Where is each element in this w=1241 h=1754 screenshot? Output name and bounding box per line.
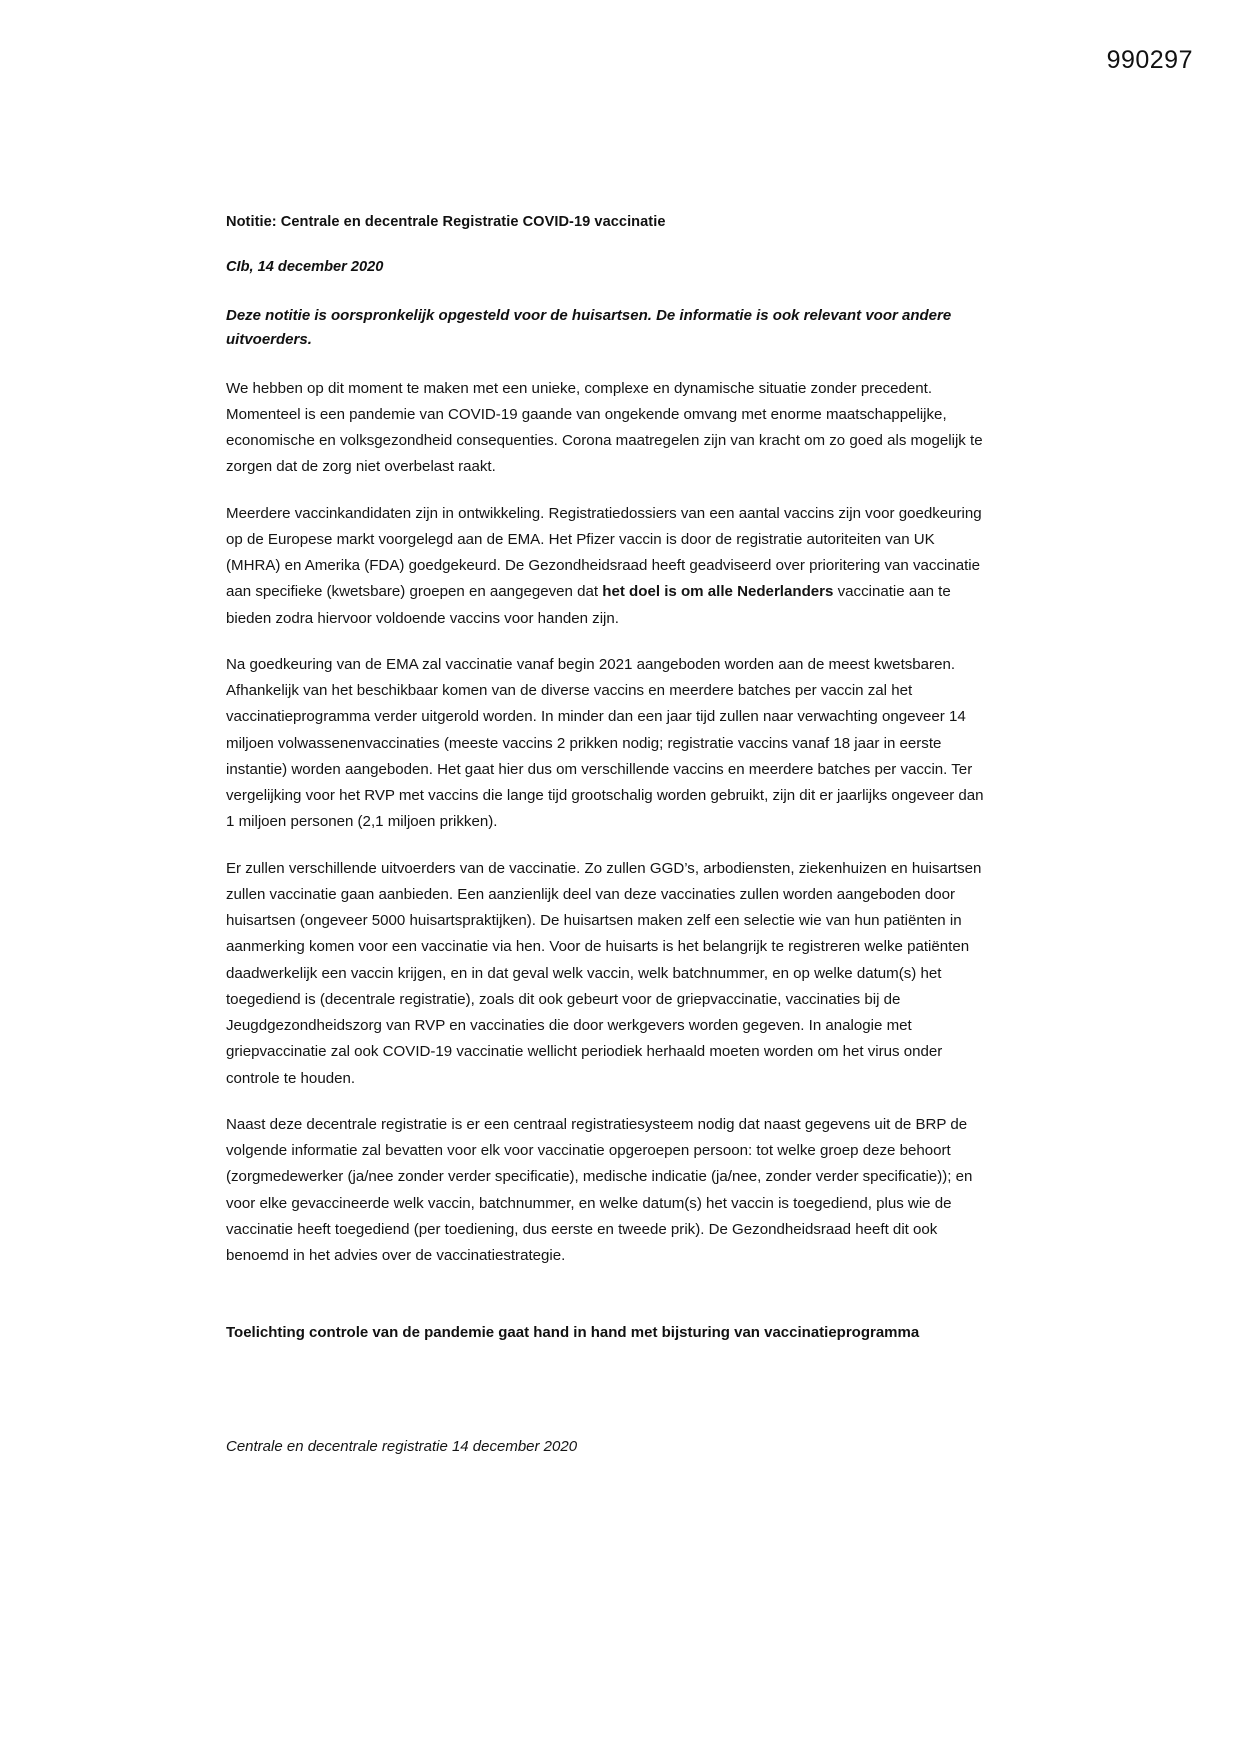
document-subtitle: CIb, 14 december 2020 [226,259,384,276]
paragraph-vaccine-candidates-part2: vaccinatie aan te bieden zodra hiervoor voldoende vaccins voor handen zijn. [226,583,951,627]
paragraph-vaccine-candidates-emphasis: het doel is om alle Nederlanders [602,583,834,601]
document-title: Notitie: Centrale en decentrale Registratie COVID-19 vaccinatie [226,214,666,230]
paragraph-rollout: Na goedkeuring van de EMA zal vaccinatie vanaf begin 2021 aangeboden worden aan de meest kwetsbaren. Afhankelijk van het beschikbaar komen van de diverse vaccins en meerdere batches per vaccin zal het vaccinatieprogramma verder uitgerold worden. In minder dan een jaar tijd zullen naar verwachting ongeveer 14 miljoen volwassenenvaccinaties (meeste vaccins 2 prikken nodig; registratie vaccins vanaf 18 jaar in eerste instantie) worden aangeboden. Het gaat hier dus om verschillende vaccins en meerdere batches per vaccin. Ter vergelijking voor het RVP met vaccins die lange tijd grootschalig worden gebruikt, zijn dit er jaarlijks ongeveer dan 1 miljoen personen (2,1 miljoen prikken). [226,655,984,831]
footer-note: Centrale en decentrale registratie 14 december 2020 [226,1438,578,1456]
paragraph-central-registration: Naast deze decentrale registratie is er een centraal registratiesysteem nodig dat naast gegevens uit de BRP de volgende informatie zal bevatten voor elk voor vaccinatie opgeroepen persoon: tot welke groep deze behoort (zorgmedewerker (ja/nee zonder verder specificatie), medische indicatie (ja/nee, zonder verder specificatie)); en voor elke gevaccineerde welk vaccin, batchnummer, en welke datum(s) het vaccin is toegediend, plus wie de vaccinatie heeft toegediend (per toediening, dus eerste en tweede prik). De Gezondheidsraad heeft dit ook benoemd in het advies over de vaccinatiestrategie. [226,1115,973,1265]
section-heading-toelichting: Toelichting controle van de pandemie gaat hand in hand met bijsturing van vaccinatieprogramma [226,1324,920,1342]
paragraph-situation: We hebben op dit moment te maken met een unieke, complexe en dynamische situatie zonder precedent. Momenteel is een pandemie van COVID-19 gaande van ongekende omvang met enorme maatschappelijke, economische en volksgezondheid consequenties. Corona maatregelen zijn van kracht om zo goed als mogelijk te zorgen dat de zorg niet overbelast raakt. [226,379,983,476]
paragraph-vaccine-candidates [226,501,992,632]
document-lead-paragraph: Deze notitie is oorspronkelijk opgesteld voor de huisartsen. De informatie is ook relevant voor andere uitvoerders. [226,307,952,348]
paragraph-providers: Er zullen verschillende uitvoerders van de vaccinatie. Zo zullen GGD’s, arbodiensten, ziekenhuizen en huisartsen zullen vaccinatie gaan aanbieden. Een aanzienlijk deel van deze vaccinaties zullen worden aangeboden door huisartsen (ongeveer 5000 huisartspraktijken). De huisartsen maken zelf een selectie wie van hun patiënten in aanmerking komen voor een vaccinatie via hen. Voor de huisarts is het belangrijk te registreren welke patiënten daadwerkelijk een vaccin krijgen, en in dat geval welk vaccin, welk batchnummer, en op welke datum(s) het toegediend is (decentrale registratie), zoals dit ook gebeurt voor de griepvaccinatie, vaccinaties bij de Jeugdgezondheidszorg van RVP en vaccinaties die door werkgevers worden gegeven. In analogie met griepvaccinatie zal ook COVID-19 vaccinatie wellicht periodiek herhaald moeten worden om het virus onder controle te houden. [226,859,982,1087]
document-body [226,212,992,1459]
paragraph-vaccine-candidates-part1: Meerdere vaccinkandidaten zijn in ontwikkeling. Registratiedossiers van een aantal vaccins zijn voor goedkeuring op de Europese markt voorgelegd aan de EMA. Het Pfizer vaccin is door de registratie autoriteiten van UK (MHRA) en Amerika (FDA) goedgekeurd. De Gezondheidsraad heeft geadviseerd over prioritering van vaccinatie aan specifieke (kwetsbare) groepen en aangegeven dat [226,504,982,601]
page-number: 990297 [1106,46,1193,74]
